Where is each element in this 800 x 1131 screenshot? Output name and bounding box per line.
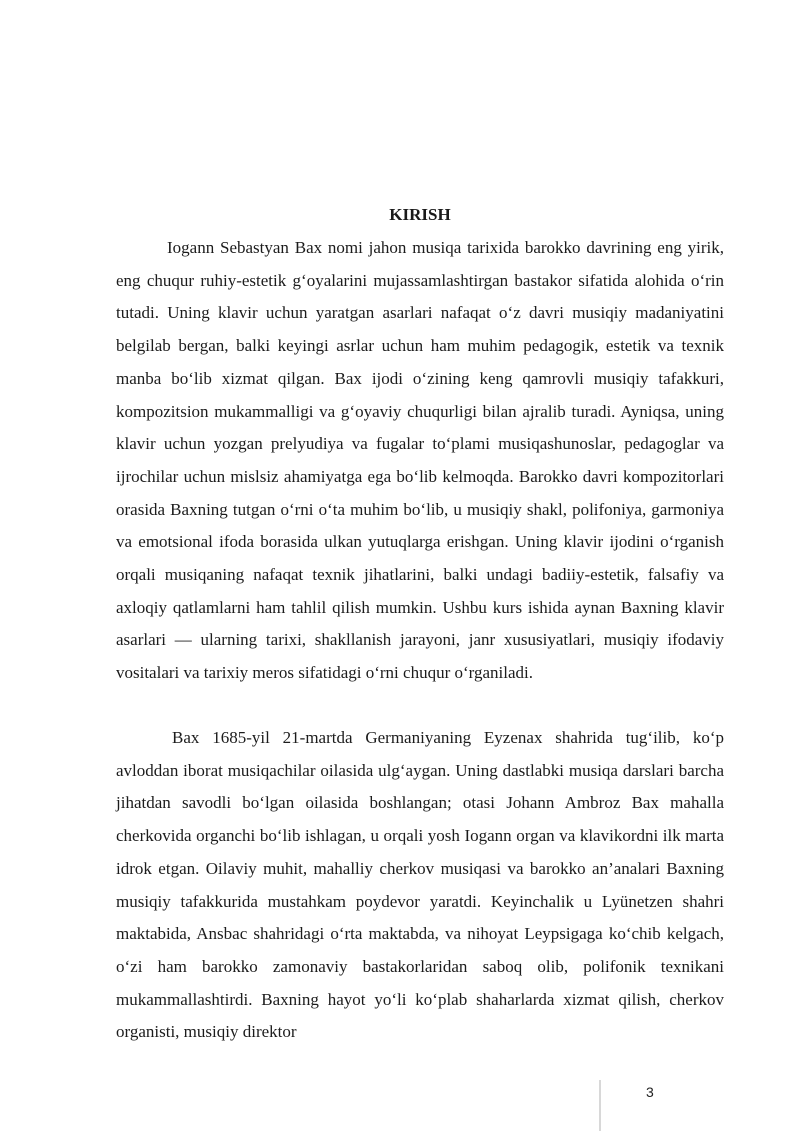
section-heading: KIRISH <box>389 205 451 224</box>
paragraph-intro: Iogann Sebastyan Bax nomi jahon musiqa tarixida barokko davrining eng yirik, eng chuqur ruhiy-estetik g‘oyalarini mujassamlashtirgan bastakor sifatida alohida o‘rin tutadi. Uning klavir uchun yaratgan asarlari nafaqat o‘z davri musiqiy madaniyatini belgilab bergan, balki keyingi asrlar uchun ham muhim pedagogik, estetik va texnik manba bo‘lib xizmat qilgan. Bax ijodi o‘zining keng qamrovli musiqiy tafakkuri, kompozitsion mukammalligi va g‘oyaviy chuqurligi bilan ajralib turadi. Ayniqsa, uning klavir uchun yozgan prelyudiya va fugalar to‘plami musiqashunoslar, pedagoglar va ijrochilar uchun mislsiz ahamiyatga ega bo‘lib kelmoqda. Barokko davri kompozitorlari orasida Baxning tutgan o‘rni o‘ta muhim bo‘lib, u musiqiy shakl, polifoniya, garmoniya va emotsional ifoda borasida ulkan yutuqlarga erishgan. Uning klavir ijodini o‘rganish orqali musiqaning nafaqat texnik jihatlarini, balki undagi badiiy-estetik, falsafiy va axloqiy qatlamlarni ham tahlil qilish mumkin. Ushbu kurs ishida aynan Baxning klavir asarlari — ularning tarixi, shakllanish jarayoni, janr xususiyatlari, musiqiy ifodaviy vositalari va tarixiy meros sifatidagi o‘rni chuqur o‘rganiladi. <box>116 238 724 683</box>
footer-divider <box>599 1080 601 1131</box>
paragraph-biography: Bax 1685-yil 21-martda Germaniyaning Eyzenax shahrida tug‘ilib, ko‘p avloddan iborat musiqachilar oilasida ulg‘aygan. Uning dastlabki musiqa darslari barcha jihatdan savodli bo‘lgan oilasida boshlangan; otasi Johann Ambroz Bax mahalla cherkovida organchi bo‘lib ishlagan, u orqali yosh Iogann organ va klavikordni ilk marta idrok etgan. Oilaviy muhit, mahalliy cherkov musiqasi va barokko an’analari Baxning musiqiy tafakkurida mustahkam poydevor yaratdi. Keyinchalik u Lyünetzen shahri maktabida, Ansbac shahridagi o‘rta maktabda, va nihoyat Leypsigaga ko‘chib kelgach, o‘zi ham barokko zamonaviy bastakorlaridan saboq olib, polifonik texnikani mukammallashtirdi. Baxning hayot yo‘li ko‘plab shaharlarda xizmat qilish, cherkov organisti, musiqiy direktor <box>116 728 724 1042</box>
page-number: 3 <box>646 1084 654 1100</box>
